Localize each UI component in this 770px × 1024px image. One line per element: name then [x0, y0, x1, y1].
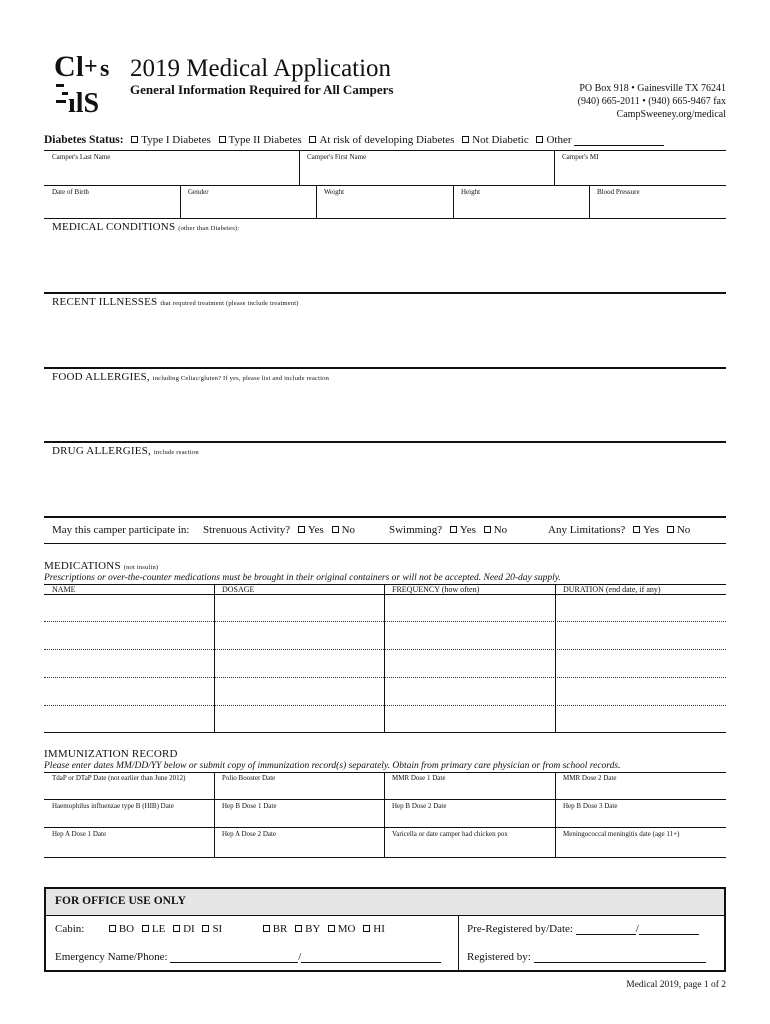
hib-date-field[interactable]: Haemophilus influenzae type B (HIB) Date — [52, 802, 174, 810]
dob-field[interactable]: Date of Birth — [52, 188, 89, 196]
swimming-row — [389, 524, 507, 536]
cabin-si-label: SI — [212, 923, 223, 935]
emergency-phone-field[interactable] — [301, 951, 441, 963]
diabetes-other-label: Other — [546, 134, 572, 146]
limitations-label: Any Limitations? — [548, 524, 626, 536]
diabetes-not-diabetic-label: Not Diabetic — [472, 134, 529, 146]
preregistered-date-field[interactable] — [639, 923, 699, 935]
medication-row[interactable] — [44, 622, 726, 649]
immunization-title: IMMUNIZATION RECORD — [44, 748, 178, 760]
drug-allergies-area[interactable] — [44, 460, 726, 514]
cabin-hi-label: HI — [373, 923, 385, 935]
cabin-le-label: LE — [151, 923, 166, 935]
swimming-yes-checkbox[interactable] — [450, 526, 457, 533]
svg-text:l: l — [76, 52, 84, 83]
office-use-header — [46, 889, 724, 916]
blood-pressure-field[interactable]: Blood Pressure — [597, 188, 640, 196]
strenuous-no-label: No — [341, 524, 356, 536]
preregistered-by-field[interactable] — [576, 923, 636, 935]
limitations-yes-label: Yes — [643, 524, 660, 536]
registered-label: Registered by: — [467, 951, 531, 963]
recent-illnesses-heading — [52, 296, 299, 308]
cabin-le-checkbox[interactable] — [142, 925, 149, 932]
medication-row[interactable] — [44, 678, 726, 705]
cabin-bo-checkbox[interactable] — [109, 925, 116, 932]
office-use-title: FOR OFFICE USE ONLY — [55, 895, 186, 907]
cabin-bo-label: BO — [118, 923, 135, 935]
strenuous-activity-label: Strenuous Activity? — [203, 524, 291, 536]
polio-booster-date-field[interactable]: Polio Booster Date — [222, 774, 276, 782]
cabin-mo-checkbox[interactable] — [328, 925, 335, 932]
diabetes-at-risk-checkbox[interactable] — [309, 136, 316, 143]
cabin-label: Cabin: — [55, 923, 85, 935]
preregistered-row — [467, 923, 699, 935]
phone-line: (940) 665-2011 • (940) 665-9467 fax — [577, 96, 726, 107]
limitations-no-checkbox[interactable] — [667, 526, 674, 533]
hepa-dose2-date-field[interactable]: Hep A Dose 2 Date — [222, 830, 277, 838]
cabin-by-checkbox[interactable] — [295, 925, 302, 932]
mmr-dose1-date-field[interactable]: MMR Dose 1 Date — [392, 774, 446, 782]
first-name-field[interactable]: Camper's First Name — [307, 153, 367, 161]
diabetes-status-row — [44, 134, 664, 146]
svg-text:+: + — [84, 54, 98, 80]
drug-allergies-subtitle: include reaction — [153, 449, 199, 456]
page-title: 2019 Medical Application — [130, 55, 392, 82]
drug-allergies-title: DRUG ALLERGIES, — [52, 445, 151, 457]
middle-initial-field[interactable]: Camper's MI — [562, 153, 599, 161]
diabetes-other-checkbox[interactable] — [536, 136, 543, 143]
strenuous-yes-checkbox[interactable] — [298, 526, 305, 533]
medications-subtitle: (not insulin) — [123, 564, 159, 571]
swimming-no-checkbox[interactable] — [484, 526, 491, 533]
medications-title: MEDICATIONS — [44, 560, 121, 572]
emergency-label: Emergency Name/Phone: — [55, 951, 168, 963]
medication-row[interactable] — [44, 595, 726, 621]
svg-text:C: C — [54, 50, 76, 83]
recent-illnesses-title: RECENT ILLNESSES — [52, 296, 158, 308]
hepb-dose3-date-field[interactable]: Hep B Dose 3 Date — [563, 802, 618, 810]
med-col-name: NAME — [52, 585, 76, 594]
tdap-date-field[interactable]: TdaP or DTaP Date (not earlier than June 2012) — [52, 774, 186, 782]
registered-by-field[interactable] — [534, 951, 706, 963]
emergency-slash: / — [298, 951, 302, 963]
cabin-di-label: DI — [183, 923, 195, 935]
diabetes-status-label: Diabetes Status: — [44, 134, 124, 146]
varicella-date-field[interactable]: Varicella or date camper had chicken pox — [392, 830, 508, 838]
cabin-hi-checkbox[interactable] — [363, 925, 370, 932]
address-block — [578, 82, 726, 121]
weight-field[interactable]: Weight — [324, 188, 345, 196]
hepa-dose1-date-field[interactable]: Hep A Dose 1 Date — [52, 830, 107, 838]
swimming-label: Swimming? — [389, 524, 443, 536]
registered-row — [467, 951, 706, 963]
address-line: PO Box 918 • Gainesville TX 76241 — [579, 83, 726, 94]
medications-note: Prescriptions or over-the-counter medications must be brought in their original containers or will not be accepted. Need 20-day supply. — [44, 573, 561, 583]
limitations-no-label: No — [676, 524, 691, 536]
svg-text:s: s — [100, 56, 110, 82]
swimming-no-label: No — [493, 524, 508, 536]
hepb-dose2-date-field[interactable]: Hep B Dose 2 Date — [392, 802, 447, 810]
food-allergies-subtitle: including Celiac/gluten? If yes, please list and include reaction — [152, 375, 330, 382]
cabin-row — [55, 923, 385, 935]
strenuous-activity-row — [203, 524, 355, 536]
preregistered-slash: / — [635, 923, 639, 935]
medications-heading — [44, 560, 158, 572]
emergency-row — [55, 951, 441, 963]
cabin-si-checkbox[interactable] — [202, 925, 209, 932]
diabetes-not-diabetic-checkbox[interactable] — [462, 136, 469, 143]
camp-logo — [52, 48, 122, 116]
medical-conditions-heading — [52, 221, 239, 233]
drug-allergies-heading — [52, 445, 199, 457]
medical-conditions-title: MEDICAL CONDITIONS — [52, 221, 176, 233]
diabetes-type1-checkbox[interactable] — [131, 136, 138, 143]
office-use-box — [44, 887, 726, 972]
cabin-by-label: BY — [305, 923, 321, 935]
medical-conditions-area[interactable] — [44, 236, 726, 290]
cabin-br-label: BR — [272, 923, 288, 935]
svg-text:ılS: ılS — [68, 88, 100, 116]
hepb-dose1-date-field[interactable]: Hep B Dose 1 Date — [222, 802, 277, 810]
diabetes-other-field[interactable] — [574, 134, 664, 146]
immunization-note: Please enter dates MM/DD/YY below or submit copy of immunization record(s) separately. Obtain from primary care physician or from school records. — [44, 761, 621, 771]
limitations-yes-checkbox[interactable] — [633, 526, 640, 533]
strenuous-no-checkbox[interactable] — [332, 526, 339, 533]
height-field[interactable]: Height — [461, 188, 481, 196]
page-subtitle: General Information Required for All Campers — [130, 82, 394, 97]
med-col-duration: DURATION (end date, if any) — [563, 585, 661, 594]
diabetes-type1-label: Type I Diabetes — [141, 134, 211, 146]
page-number: Medical 2019, page 1 of 2 — [626, 980, 726, 990]
website-line: CampSweeney.org/medical — [616, 109, 726, 120]
preregistered-label: Pre-Registered by/Date: — [467, 923, 573, 935]
gender-field[interactable]: Gender — [188, 188, 209, 196]
last-name-field[interactable]: Camper's Last Name — [52, 153, 111, 161]
strenuous-yes-label: Yes — [307, 524, 324, 536]
diabetes-at-risk-label: At risk of developing Diabetes — [319, 134, 455, 146]
diabetes-type2-checkbox[interactable] — [219, 136, 226, 143]
mmr-dose2-date-field[interactable]: MMR Dose 2 Date — [563, 774, 617, 782]
cabin-mo-label: MO — [337, 923, 356, 935]
food-allergies-title: FOOD ALLERGIES, — [52, 371, 150, 383]
medication-row[interactable] — [44, 706, 726, 732]
meningococcal-date-field[interactable]: Meningococcal meningitis date (age 11+) — [563, 830, 680, 838]
limitations-row — [548, 524, 690, 536]
food-allergies-heading — [52, 371, 329, 383]
recent-illnesses-subtitle: that required treatment (please include treatment) — [160, 300, 299, 307]
diabetes-type2-label: Type II Diabetes — [228, 134, 302, 146]
medication-row[interactable] — [44, 650, 726, 677]
food-allergies-area[interactable] — [44, 386, 726, 440]
medical-conditions-subtitle: (other than Diabetes): — [178, 225, 240, 232]
participation-question: May this camper participate in: — [52, 524, 190, 536]
cabin-di-checkbox[interactable] — [173, 925, 180, 932]
emergency-name-field[interactable] — [170, 951, 298, 963]
swimming-yes-label: Yes — [459, 524, 476, 536]
med-col-dosage: DOSAGE — [222, 585, 255, 594]
cabin-br-checkbox[interactable] — [263, 925, 270, 932]
med-col-frequency: FREQUENCY (how often) — [392, 585, 480, 594]
